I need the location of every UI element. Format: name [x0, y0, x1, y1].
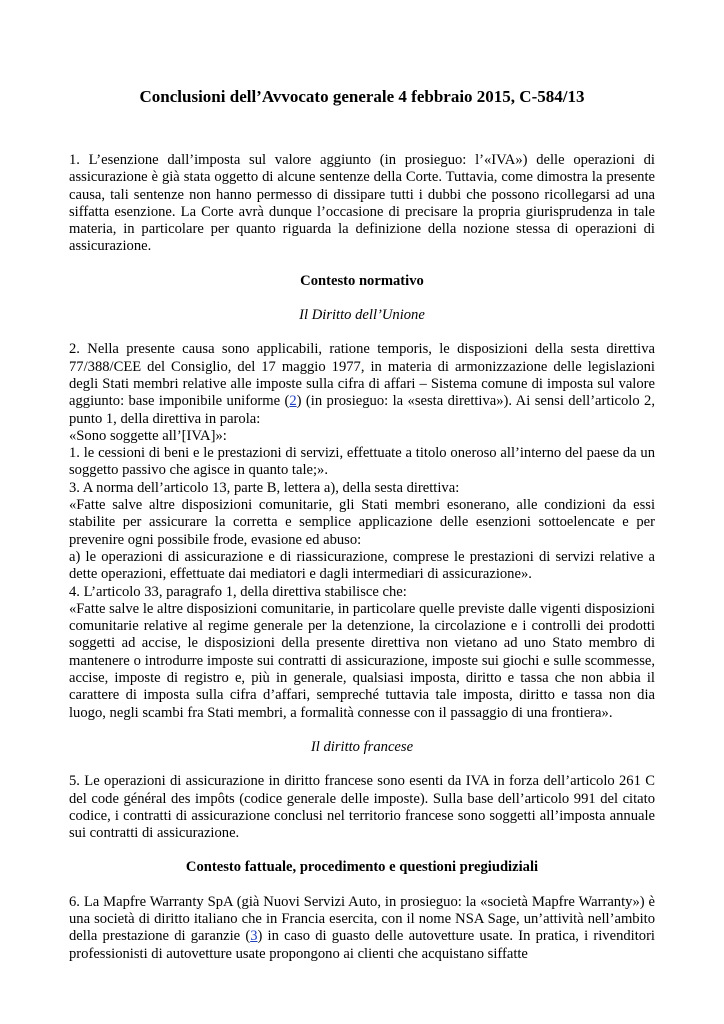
- document-body: [69, 86, 655, 963]
- quote-paragraph: «Fatte salve le altre disposizioni comunitarie, in particolare quelle previste dalle vigenti disposizioni comunitarie relative al regime generale per la detenzione, la circolazione e i controlli dei prodotti soggetti ad accise, le disposizioni della presente direttiva non vietano ad uno Stato membro di mantenere o introdurre imposte sui contratti di assicurazione, imposte sui giochi e sulle scommesse, accise, imposte di registro e, più in generale, qualsiasi imposta, diritto e tassa che non abbia il carattere di imposta sulla cifra d’affari, sempreché tuttavia tale imposta, diritto e tassa non dia luogo, negli scambi fra Stati membri, a formalità connesse con il passaggio di una frontiera».: [69, 600, 655, 721]
- quote-line: «Sono soggette all’[IVA]»:: [69, 427, 227, 444]
- footnote-link-3[interactable]: 3: [250, 928, 258, 945]
- paragraph-2-text-end: ) (in prosieguo: la «sesta direttiva»). Ai sensi dell’articolo 2, punto 1, della direttiva in parola:: [69, 393, 655, 427]
- footnote-link-2[interactable]: 2: [289, 393, 297, 410]
- quote-paragraph: a) le operazioni di assicurazione e di riassicurazione, comprese le prestazioni di servizi relative a dette operazioni, effettuate dai mediatori e dagli intermediari di assicurazione».: [69, 548, 655, 583]
- paragraph-1: 1. L’esenzione dall’imposta sul valore aggiunto (in prosieguo: l’«IVA») delle operazioni di assicurazione è già stata oggetto di alcune sentenze della Corte. Tuttavia, come dimostra la presente causa, tali sentenze non hanno permesso di dissipare tutti i dubbi che possono ricollegarsi ad una siffatta esenzione. La Corte avrà dunque l’occasione di precisare la propria giurisprudenza in tale materia, in particolare per quanto riguarda la definizione della nozione stessa di operazioni di assicurazione.: [69, 152, 655, 255]
- subsection-heading-diritto-francese: Il diritto francese: [310, 738, 414, 755]
- paragraph-2-text-start: 2. Nella presente causa sono applicabili, ratione temporis, le disposizioni della sesta direttiva 77/388/CEE del Consiglio, del 17 maggio 1977, in materia di armonizzazione delle legislazioni degli Stati membri relative alle imposte sulla cifra di affari – Sistema comune di imposta sul valore aggiunto: base imponibile uniforme (: [69, 341, 655, 410]
- paragraph-6: [69, 894, 655, 963]
- document-title: Conclusioni dell’Avvocato generale 4 febbraio 2015, C-584/13: [139, 87, 585, 106]
- paragraph-5: 5. Le operazioni di assicurazione in diritto francese sono esenti da IVA in forza dell’articolo 261 C del code général des impôts (codice generale delle imposte). Sulla base dell’articolo 991 del citato codice, i contratti di assicurazione conclusi nel territorio francese sono soggetti all’imposta annuale sui contratti di assicurazione.: [69, 773, 655, 842]
- quote-paragraph: 1. le cessioni di beni e le prestazioni di servizi, effettuate a titolo oneroso all’interno del paese da un soggetto passivo che agisce in quanto tale;».: [69, 445, 655, 479]
- section-heading-contesto-fattuale: Contesto fattuale, procedimento e questioni pregiudiziali: [185, 859, 539, 876]
- paragraph-6-text-end: ) in caso di guasto delle autovetture usate. In pratica, i rivenditori professionisti di autovetture usate propongono ai clienti che acquistano siffatte: [69, 928, 655, 962]
- section-heading-contesto-normativo: Contesto normativo: [300, 272, 424, 289]
- paragraph-2: [69, 341, 655, 427]
- paragraph-3: 3. A norma dell’articolo 13, parte B, lettera a), della sesta direttiva:: [69, 479, 460, 496]
- paragraph-6-text-start: 6. La Mapfre Warranty SpA (già Nuovi Servizi Auto, in prosieguo: la «società Mapfre Warranty») è una società di diritto italiano che in Francia esercita, con il nome NSA Sage, un’attività nell’ambito della prestazione di garanzie (: [69, 893, 655, 945]
- quote-paragraph: «Fatte salve altre disposizioni comunitarie, gli Stati membri esonerano, alle condizioni da essi stabilite per assicurare la corretta e semplice applicazione delle esenzioni sottoelencate e per prevenire ogni possibile frode, evasione ed abuso:: [69, 497, 655, 548]
- paragraph-4: 4. L’articolo 33, paragrafo 1, della direttiva stabilisce che:: [69, 583, 407, 600]
- subsection-heading-diritto-unione: Il Diritto dell’Unione: [299, 307, 425, 324]
